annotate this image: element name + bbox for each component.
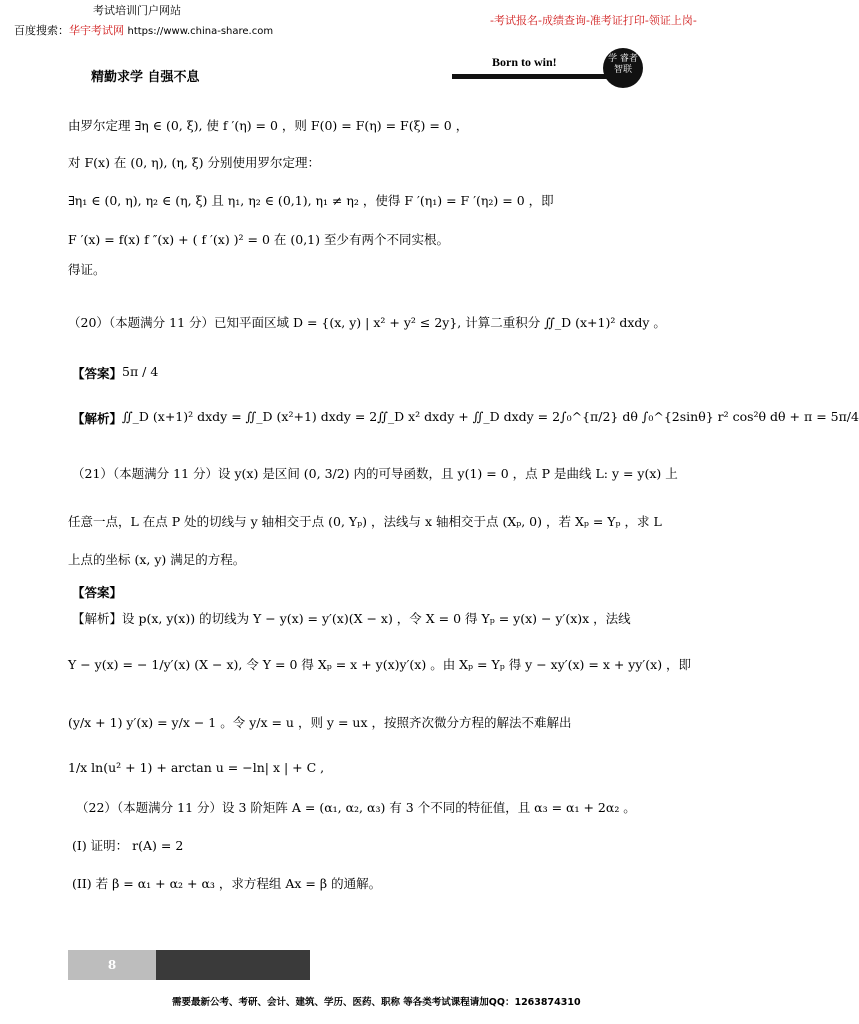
slogan: Born to win! xyxy=(492,55,557,69)
site-url[interactable]: https://www.china-share.com xyxy=(127,26,274,37)
solution-21: 1/x ln(u² + 1) + arctan u = −ln| x | + C , xyxy=(68,760,325,775)
search-label: 百度搜索： xyxy=(14,24,69,37)
solution-20: ∬_D (x+1)² dxdy = ∬_D (x²+1) dxdy = 2∬_D x² dxdy + ∬_D dxdy = 2∫₀^{π/2} dθ ∫₀^{2sinθ} r² cos²θ dθ + π = 5π/4 xyxy=(122,409,859,424)
question-21: （21）（本题满分 11 分）设 y(x) 是区间 (0, 3/2) 内的可导函数，且 y(1) = 0 ，点 P 是曲线 L: y = y(x) 上 xyxy=(72,466,678,481)
text-line: 得证。 xyxy=(68,262,106,277)
question-21: 上点的坐标 (x, y) 满足的方程。 xyxy=(68,552,246,567)
page-number: 8 xyxy=(107,958,117,972)
logo-text: 学 睿者智联 xyxy=(608,54,638,75)
answer-label: 【答案】 xyxy=(72,585,123,600)
answer-label: 【答案】 xyxy=(72,366,123,381)
search-brand[interactable]: 华宇考试网 xyxy=(69,24,124,37)
solution-21: Y − y(x) = − 1/y′(x) (X − x), 令 Y = 0 得 Xₚ = x + y(x)y′(x) 。由 Xₚ = Yₚ 得 y − xy′(x) = x + yy′(x) ，即 xyxy=(68,657,692,672)
site-name: 考试培训门户网站 xyxy=(93,4,181,17)
question-22-part-2: (II) 若 β = α₁ + α₂ + α₃ ，求方程组 Ax = β 的通解。 xyxy=(72,876,382,891)
text-line: ∃η₁ ∈ (0, η), η₂ ∈ (η, ξ) 且 η₁, η₂ ∈ (0,1), η₁ ≠ η₂ ，使得 F ′(η₁) = F ′(η₂) = 0 ，即 xyxy=(68,193,554,208)
logo-badge xyxy=(603,48,643,88)
solution-label: 【解析】 xyxy=(72,411,123,426)
question-22-part-1: (I) 证明： r(A) = 2 xyxy=(72,838,184,853)
solution-21: 【解析】设 p(x, y(x)) 的切线为 Y − y(x) = y′(x)(X − x) ，令 X = 0 得 Yₚ = y(x) − y′(x)x ，法线 xyxy=(72,611,631,626)
motto: 精勤求学 自强不息 xyxy=(91,70,200,85)
header-links[interactable]: -考试报名-成绩查询-准考证打印-领证上岗- xyxy=(490,14,697,27)
footer-bar xyxy=(156,950,310,980)
header-rule xyxy=(452,74,612,79)
answer-20: 5π / 4 xyxy=(122,364,159,379)
text-line: 由罗尔定理 ∃η ∈ (0, ξ), 使 f ′(η) = 0 ，则 F(0) = F(η) = F(ξ) = 0 ， xyxy=(68,118,469,133)
question-20: （20）（本题满分 11 分）已知平面区域 D = {(x, y) | x² + y² ≤ 2y}, 计算二重积分 ∬_D (x+1)² dxdy 。 xyxy=(68,315,666,330)
search-hint xyxy=(14,22,273,38)
question-22: （22）（本题满分 11 分）设 3 阶矩阵 A = (α₁, α₂, α₃) 有 3 个不同的特征值，且 α₃ = α₁ + 2α₂ 。 xyxy=(76,800,636,815)
question-21: 任意一点，L 在点 P 处的切线与 y 轴相交于点 (0, Yₚ) ，法线与 x 轴相交于点 (Xₚ, 0) ，若 Xₚ = Yₚ ，求 L xyxy=(68,514,662,529)
text-line: 对 F(x) 在 (0, η), (η, ξ) 分别使用罗尔定理： xyxy=(68,155,321,170)
text-line: F ′(x) = f(x) f ″(x) + ( f ′(x) )² = 0 在 (0,1) 至少有两个不同实根。 xyxy=(68,232,449,247)
solution-21: (y/x + 1) y′(x) = y/x − 1 。令 y/x = u ，则 y = ux ，按照齐次微分方程的解法不难解出 xyxy=(68,715,572,730)
footer-notice: 需要最新公考、考研、会计、建筑、学历、医药、职称 等各类考试课程请加QQ：1263874310 xyxy=(172,997,581,1008)
